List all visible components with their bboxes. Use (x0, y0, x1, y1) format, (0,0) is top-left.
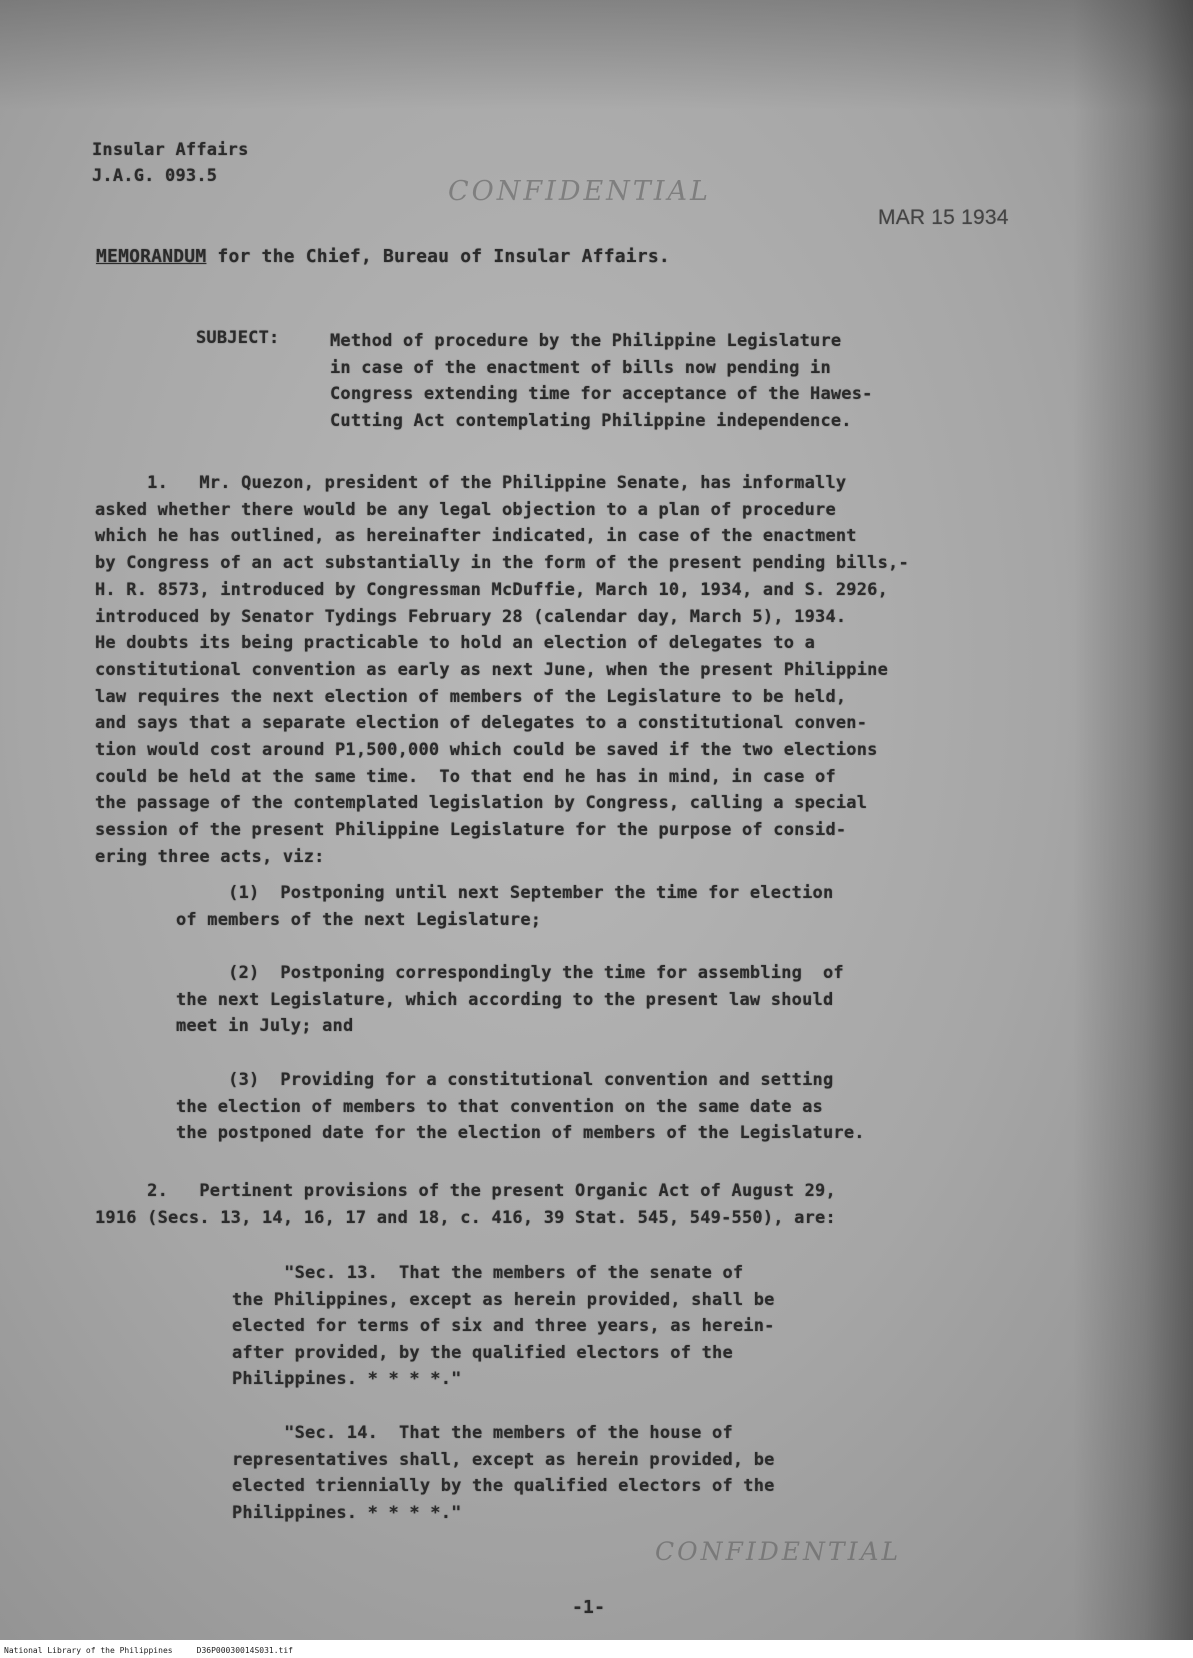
scan-shadow-top (0, 0, 1193, 110)
date-stamp: MAR 15 1934 (878, 206, 1009, 229)
scan-shadow-right (1073, 0, 1193, 1640)
page-number: -1- (572, 1597, 606, 1618)
list-item-3: (3) Providing for a constitutional convention and setting the election of members to that convention on the same date as the postponed date for the election of members of the Legislature. (176, 1070, 865, 1143)
subject-text: Method of procedure by the Philippine Legislature in case of the enactment of bills now pending in Congress extending time for acceptance of the Hawes- Cutting Act contemplating Philippine independence. (330, 331, 873, 431)
footer-caption: National Library of the Philippines D36P00030014S031.tif (4, 1646, 293, 1655)
quote-sec-13: "Sec. 13. That the members of the senate of the Philippines, except as herein provided, shall be elected for terms of six and three years, as herein- after provided, by the qualified electors of the Philippines. * * * *." (232, 1263, 775, 1389)
header-file-number: J.A.G. 093.5 (92, 166, 218, 186)
paragraph-2: 2. Pertinent provisions of the present Organic Act of August 29, 1916 (Secs. 13, 14, 16, 17 and 18, c. 416, 39 Stat. 545, 549-550), are: (95, 1181, 836, 1228)
memo-label: MEMORANDUM (96, 246, 207, 267)
confidential-stamp-bottom: CONFIDENTIAL (655, 1537, 902, 1566)
footer-strip (0, 1640, 1193, 1658)
memo-addressee: for the Chief, Bureau of Insular Affairs. (206, 246, 670, 267)
memo-line (96, 246, 670, 267)
quote-sec-14: "Sec. 14. That the members of the house of representatives shall, except as herein provided, be elected triennially by the qualified electors of the Philippines. * * * *." (232, 1423, 775, 1523)
header-office: Insular Affairs (92, 140, 249, 160)
paragraph-1: 1. Mr. Quezon, president of the Philippine Senate, has informally asked whether there would be any legal objection to a plan of procedure which he has outlined, as hereinafter indicated, in case of the enactment by Congress of an act substantially in the form of the present pending bills,- H. R. 8573, introduced by Congressman McDuffie, March 10, 1934, and S. 2926, introduced by Senator Tydings February 28 (calendar day, March 5), 1934. He doubts its being practicable to hold an election of delegates to a constitutional convention as early as next June, when the present Philippine law requires the next election of members of the Legislature to be held, and says that a separate election of delegates to a constitutional conven- tion would cost around P1,500,000 which could be saved if the two elections could be held at the same time. To that end he has in mind, in case of the passage of the contemplated legislation by Congress, calling a special session of the present Philippine Legislature for the purpose of consid- ering three acts, viz: (95, 473, 909, 867)
list-item-1: (1) Postponing until next September the time for election of members of the next Legislature; (176, 883, 834, 930)
subject-label: SUBJECT: (196, 328, 280, 348)
list-item-2: (2) Postponing correspondingly the time for assembling of the next Legislature, which according to the present law should meet in July; and (176, 963, 844, 1036)
confidential-stamp-top: CONFIDENTIAL (448, 176, 711, 207)
